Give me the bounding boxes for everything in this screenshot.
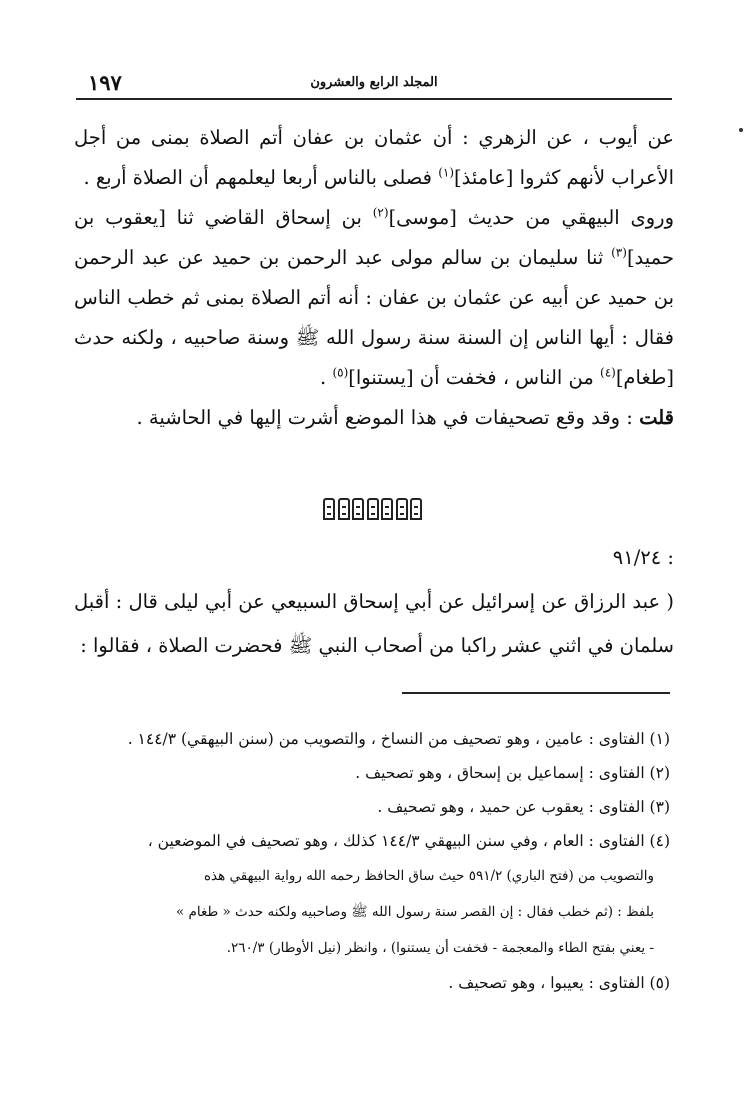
section-text: ( عبد الرزاق عن إسرائيل عن أبي إسحاق السبيعي عن أبي ليلى قال : أقبل سلمان في اثني عشر راكبا من أصحاب النبي ﷺ فحضرت الصلاة ، فقالوا : [74, 590, 674, 657]
footnote-separator [402, 692, 670, 694]
paragraph-2-part-d: من الناس ، فخفت أن [يستنوا] [348, 366, 600, 389]
page-number: ١٩٧ [88, 70, 122, 95]
footnotes [64, 722, 670, 1000]
paragraph-1-line-2a: لأنهم كثروا [عامئذ] [454, 166, 606, 189]
running-title: المجلد الرابع والعشرون [310, 75, 438, 90]
paragraph-2-part-c: ثنا سليمان بن سالم مولى عبد الرحمن بن حميد عن عبد الرحمن بن حميد عن أبيه عن عثمان بن عفان : أنه أتم الصلاة بمنى ثم خطب الناس فقال : أيها الناس إن السنة سنة رسول الله ﷺ وسنة صاحبيه ، ولكنه حدث [طغام] [74, 246, 674, 389]
main-text [74, 118, 674, 438]
ornament-cell [410, 498, 422, 520]
paragraph-1-line-2b: فصلى بالناس أربعا ليعلمهم أن الصلاة أربع . [83, 166, 439, 189]
page-header [78, 70, 670, 96]
qult-text: : وقد وقع تصحيفات في هذا الموضع أشرت إليها في الحاشية . [136, 406, 640, 429]
paragraph-2-part-b: بن إسحاق القاضي ثنا [يعقوب بن حميد] [74, 206, 674, 269]
margin-mark [739, 128, 743, 132]
section-24-91 [74, 536, 674, 668]
footnote-4-line-1: (٤) الفتاوى : العام ، وفي سنن البيهقي ١٤٤/٣ كذلك ، وهو تصحيف في الموضعين ، [147, 832, 670, 850]
section-number: : ٩١/٢٤ [612, 546, 674, 569]
footnote-4-line-3: بلفظ : (ثم خطب فقال : إن القصر سنة رسول الله ﷺ وصاحبيه ولكنه حدث « طغام » [175, 904, 654, 920]
paragraph-2-part-a: وروى البيهقي من حديث [موسى] [388, 206, 674, 229]
footnote-ref-5[interactable]: (٥) [332, 365, 349, 380]
ornament-cell [352, 498, 364, 520]
paragraph-3 [74, 398, 674, 438]
footnote-2: (٢) الفتاوى : إسماعيل بن إسحاق ، وهو تصحيف . [355, 764, 670, 782]
paragraph-2 [74, 198, 674, 398]
paragraph-1-line-1: عن أيوب ، عن الزهري : أن عثمان بن عفان أتم الصلاة بمنى من أجل الأعراب [74, 126, 674, 189]
footnote-ref-1[interactable]: (١) [438, 165, 455, 180]
ornament-cell [338, 498, 350, 520]
ornament-cell [381, 498, 393, 520]
footnote-5: (٥) الفتاوى : يعيبوا ، وهو تصحيف . [448, 974, 670, 992]
paragraph-1 [74, 118, 674, 198]
ornament-cell [323, 498, 335, 520]
footnote-ref-4[interactable]: (٤) [600, 365, 616, 380]
footnote-4-line-2: والتصويب من (فتح الباري) ٥٩١/٢ حيث ساق الحافظ رحمه الله رواية البيهقي هذه [203, 868, 654, 884]
paragraph-2-part-e: . [320, 366, 333, 389]
footnote-4-line-4: - يعني بفتح الطاء والمعجمة - فخفت أن يستنوا) ، وانظر (نيل الأوطار) ٢٦٠/٣. [226, 940, 654, 956]
footnote-3: (٣) الفتاوى : يعقوب عن حميد ، وهو تصحيف . [377, 798, 670, 816]
footnote-1: (١) الفتاوى : عامين ، وهو تصحيف من النساخ ، والتصويب من (سنن البيهقي) ١٤٤/٣ . [127, 730, 670, 748]
footnote-ref-2[interactable]: (٢) [372, 205, 389, 220]
header-rule [76, 98, 672, 100]
qult-label: قلت [639, 406, 674, 429]
ornament-cell [367, 498, 379, 520]
section-ornament [323, 498, 422, 522]
ornament-cell [396, 498, 408, 520]
footnote-ref-3[interactable]: (٣) [611, 245, 627, 260]
